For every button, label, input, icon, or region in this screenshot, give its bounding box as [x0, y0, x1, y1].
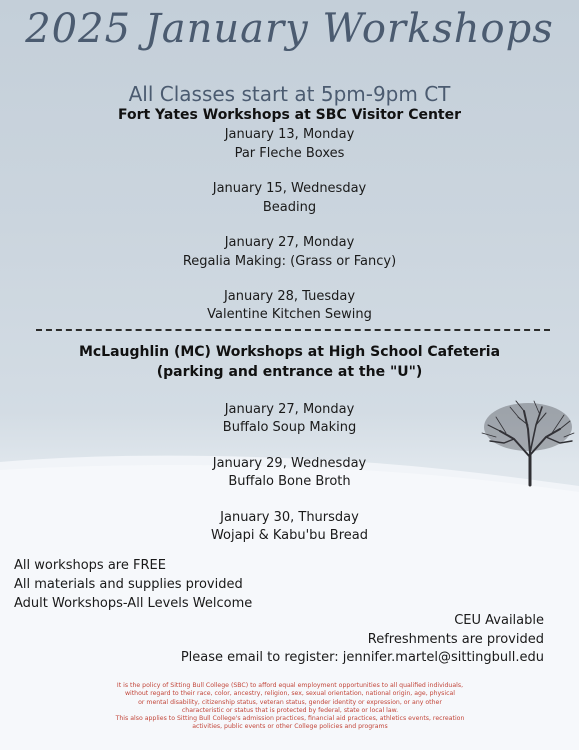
note-free: All workshops are FREE [14, 558, 166, 573]
policy-line: or mental disability, citizenship status, veteran status, gender identity or expression, or any other [138, 698, 442, 706]
workshop-name: Buffalo Bone Broth [228, 474, 351, 489]
policy-line: This also applies to Sitting Bull College's admission practices, financial aid practices, athletics events, recreation [115, 715, 465, 723]
workshop-date: January 29, Wednesday [212, 456, 367, 471]
workshop-date: January 13, Monday [224, 127, 355, 142]
workshop-name: Buffalo Soup Making [222, 420, 357, 435]
workshop-name: Valentine Kitchen Sewing [207, 307, 372, 322]
workshop-date: January 27, Monday [224, 235, 355, 250]
mclaughlin-heading: McLaughlin (MC) Workshops at High School Cafeteria [78, 344, 501, 360]
page-title: 2025 January Workshops [25, 6, 554, 52]
workshop-name: Wojapi & Kabu'bu Bread [210, 528, 369, 543]
note-materials: All materials and supplies provided [14, 577, 243, 592]
workshop-date: January 30, Thursday [220, 510, 359, 525]
workshop-name: Beading [262, 200, 317, 215]
note-refreshments: Refreshments are provided [367, 632, 544, 647]
policy-line: It is the policy of Sitting Bull College (SBC) to afford equal employment opportunities to all qualified individuals, [116, 682, 464, 689]
schedule-subtitle: All Classes start at 5pm-9pm CT [128, 82, 451, 106]
workshop-name: Par Fleche Boxes [234, 146, 345, 161]
policy-line: activities, public events or other College policies and programs [192, 723, 388, 731]
section-divider [36, 329, 550, 331]
workshop-name: Regalia Making: (Grass or Fancy) [182, 254, 397, 269]
policy-line: characteristic or status that is protected by federal, state or local law. [181, 706, 399, 714]
workshop-date: January 27, Monday [224, 402, 355, 417]
fort-yates-heading: Fort Yates Workshops at SBC Visitor Center [117, 107, 462, 123]
registration-email[interactable]: Please email to register: jennifer.martel@sittingbull.edu [180, 650, 544, 665]
equal-opportunity-policy [90, 682, 490, 732]
workshop-date: January 15, Wednesday [212, 181, 367, 196]
workshop-date: January 28, Tuesday [223, 289, 356, 304]
mclaughlin-subheading: (parking and entrance at the "U") [156, 364, 423, 380]
policy-line: without regard to their race, color, ancestry, religion, sex, sexual orientation, national origin, age, physical [124, 690, 456, 698]
note-levels: Adult Workshops-All Levels Welcome [14, 596, 253, 611]
note-ceu: CEU Available [454, 613, 544, 628]
